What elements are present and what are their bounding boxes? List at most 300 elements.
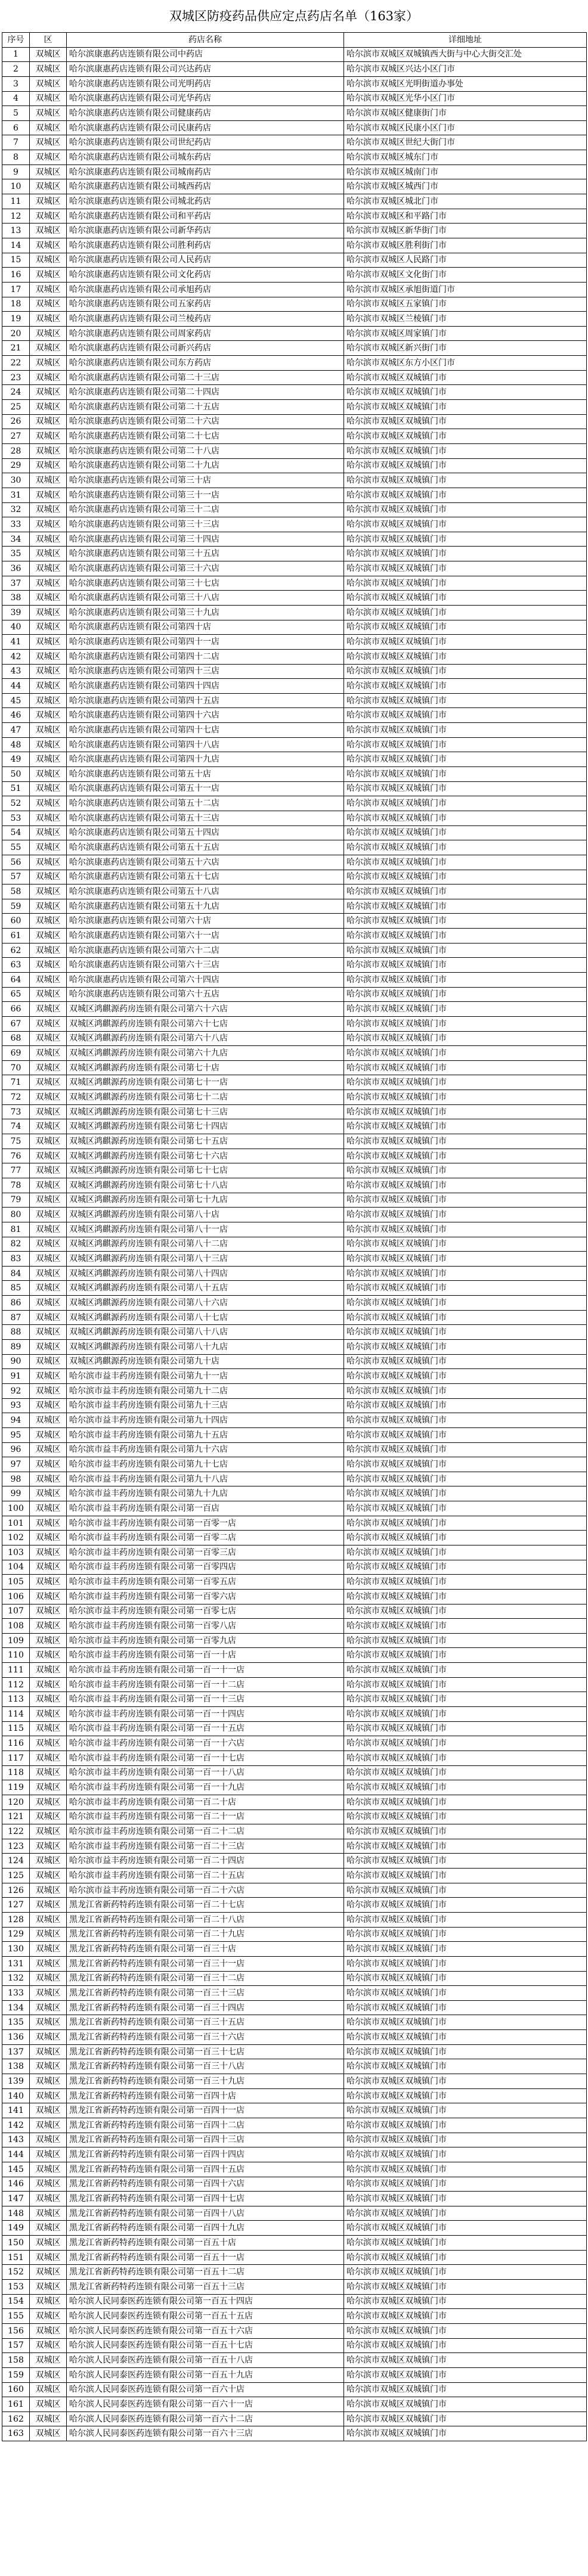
cell-index: 48 [2,737,30,752]
table-row [2,238,587,253]
cell-index: 145 [2,2162,30,2177]
cell-district: 双城区 [30,1839,67,1854]
cell-index: 160 [2,2382,30,2397]
cell-address: 哈尔滨市双城区双城镇门市 [344,2309,587,2324]
cell-address: 哈尔滨市双城区双城镇门市 [344,1854,587,1869]
cell-district: 双城区 [30,1149,67,1163]
cell-address: 哈尔滨市双城区双城镇门市 [344,1119,587,1134]
cell-index: 149 [2,2221,30,2236]
cell-pharmacy-name: 哈尔滨康惠药店连锁有限公司第四十店 [67,620,344,635]
cell-index: 77 [2,1163,30,1178]
cell-pharmacy-name: 双城区鸿麒源药房连锁有限公司第八十三店 [67,1252,344,1267]
table-row [2,693,587,708]
cell-district: 双城区 [30,135,67,150]
table-row [2,1633,587,1648]
cell-address: 哈尔滨市双城区双城镇门市 [344,781,587,796]
cell-index: 128 [2,1913,30,1928]
cell-pharmacy-name: 哈尔滨市益丰药房连锁有限公司第一百零八店 [67,1619,344,1634]
table-row [2,1942,587,1957]
cell-index: 106 [2,1589,30,1604]
cell-index: 40 [2,620,30,635]
cell-index: 6 [2,120,30,135]
cell-pharmacy-name: 双城区鸿麒源药房连锁有限公司第六十七店 [67,1016,344,1031]
table-row [2,1163,587,1178]
cell-pharmacy-name: 黑龙江省新药特药连锁有限公司第一百四十七店 [67,2192,344,2206]
cell-address: 哈尔滨市双城区双城镇门市 [344,1383,587,1398]
cell-index: 43 [2,664,30,679]
table-row [2,958,587,973]
cell-district: 双城区 [30,767,67,782]
cell-district: 双城区 [30,2133,67,2147]
cell-pharmacy-name: 黑龙江省新药特药连锁有限公司第一百三十四店 [67,2000,344,2015]
cell-district: 双城区 [30,781,67,796]
cell-index: 122 [2,1824,30,1839]
table-row [2,1340,587,1355]
table-row [2,1589,587,1604]
cell-index: 18 [2,297,30,312]
cell-index: 93 [2,1398,30,1413]
cell-district: 双城区 [30,2411,67,2426]
cell-district: 双城区 [30,2000,67,2015]
cell-address: 哈尔滨市双城区双城镇门市 [344,796,587,811]
cell-index: 91 [2,1369,30,1384]
cell-address: 哈尔滨市双城区双城镇门市 [344,2353,587,2368]
cell-address: 哈尔滨市双城区双城镇门市 [344,2103,587,2118]
cell-index: 45 [2,693,30,708]
cell-address: 哈尔滨市双城区双城镇门市 [344,1252,587,1267]
cell-address: 哈尔滨市双城区城南门市 [344,165,587,179]
cell-index: 112 [2,1677,30,1692]
table-row [2,2367,587,2382]
cell-index: 22 [2,356,30,371]
table-row [2,1604,587,1619]
table-row [2,1883,587,1898]
cell-index: 20 [2,326,30,341]
cell-index: 75 [2,1134,30,1149]
cell-index: 147 [2,2192,30,2206]
cell-pharmacy-name: 双城区鸿麒源药房连锁有限公司第七十九店 [67,1193,344,1208]
table-row [2,1383,587,1398]
cell-district: 双城区 [30,1104,67,1119]
cell-district: 双城区 [30,458,67,473]
table-row [2,561,587,576]
cell-address: 哈尔滨市双城区周家镇门市 [344,326,587,341]
cell-address: 哈尔滨市双城区城西门市 [344,179,587,194]
cell-address: 哈尔滨市双城区双城镇门市 [344,811,587,825]
cell-pharmacy-name: 哈尔滨康惠药店连锁有限公司第五十二店 [67,796,344,811]
cell-pharmacy-name: 双城区鸿麒源药房连锁有限公司第八十九店 [67,1340,344,1355]
cell-index: 146 [2,2177,30,2192]
cell-index: 51 [2,781,30,796]
cell-index: 41 [2,635,30,650]
cell-address: 哈尔滨市双城区双城镇门市 [344,1442,587,1457]
table-row [2,1252,587,1267]
cell-district: 双城区 [30,943,67,958]
table-row [2,1795,587,1810]
cell-district: 双城区 [30,1575,67,1590]
table-row [2,1046,587,1061]
table-row [2,2250,587,2265]
cell-pharmacy-name: 哈尔滨康惠药店连锁有限公司第二十四店 [67,385,344,400]
cell-index: 90 [2,1354,30,1369]
cell-index: 28 [2,443,30,458]
cell-pharmacy-name: 双城区鸿麒源药房连锁有限公司第七十三店 [67,1104,344,1119]
table-row [2,1266,587,1281]
cell-pharmacy-name: 双城区鸿麒源药房连锁有限公司第九十店 [67,1354,344,1369]
cell-address: 哈尔滨市双城区城北门市 [344,194,587,209]
cell-address: 哈尔滨市双城区双城镇门市 [344,870,587,884]
cell-pharmacy-name: 黑龙江省新药特药连锁有限公司第一百四十三店 [67,2133,344,2147]
cell-pharmacy-name: 哈尔滨康惠药店连锁有限公司第三十四店 [67,532,344,547]
cell-address: 哈尔滨市双城区双城镇门市 [344,1824,587,1839]
cell-pharmacy-name: 哈尔滨康惠药店连锁有限公司第二十九店 [67,458,344,473]
cell-index: 159 [2,2367,30,2382]
table-row [2,414,587,429]
table-row [2,1296,587,1311]
table-row [2,1031,587,1046]
cell-address: 哈尔滨市双城区双城镇门市 [344,752,587,767]
cell-address: 哈尔滨市双城区双城镇门市 [344,693,587,708]
cell-address: 哈尔滨市双城区双城镇门市 [344,1986,587,2001]
cell-index: 89 [2,1340,30,1355]
cell-pharmacy-name: 双城区鸿麒源药房连锁有限公司第六十六店 [67,1002,344,1017]
cell-index: 62 [2,943,30,958]
cell-address: 哈尔滨市双城区双城镇门市 [344,2338,587,2353]
table-row [2,1442,587,1457]
cell-district: 双城区 [30,179,67,194]
cell-address: 哈尔滨市双城区双城镇门市 [344,429,587,444]
cell-district: 双城区 [30,649,67,664]
cell-address: 哈尔滨市双城区双城镇门市 [344,1031,587,1046]
cell-pharmacy-name: 哈尔滨市益丰药房连锁有限公司第一百一十店 [67,1648,344,1663]
cell-pharmacy-name: 黑龙江省新药特药连锁有限公司第一百五十店 [67,2236,344,2251]
table-row [2,2133,587,2147]
cell-address: 哈尔滨市双城区双城镇门市 [344,1134,587,1149]
cell-pharmacy-name: 双城区鸿麒源药房连锁有限公司第八十八店 [67,1325,344,1340]
cell-pharmacy-name: 哈尔滨市益丰药房连锁有限公司第一百零六店 [67,1589,344,1604]
cell-district: 双城区 [30,1663,67,1678]
cell-index: 3 [2,76,30,91]
table-row [2,781,587,796]
cell-index: 13 [2,224,30,238]
table-row [2,1560,587,1575]
cell-pharmacy-name: 哈尔滨康惠药店连锁有限公司城南药店 [67,165,344,179]
table-row [2,1354,587,1369]
cell-index: 78 [2,1178,30,1193]
cell-district: 双城区 [30,2236,67,2251]
table-row [2,1104,587,1119]
cell-address: 哈尔滨市双城区双城镇门市 [344,2118,587,2133]
table-row [2,1325,587,1340]
cell-address: 哈尔滨市双城区双城镇门市 [344,2411,587,2426]
cell-district: 双城区 [30,2030,67,2045]
table-row [2,1648,587,1663]
cell-address: 哈尔滨市双城区双城镇门市 [344,1340,587,1355]
cell-district: 双城区 [30,1222,67,1237]
table-row [2,679,587,694]
cell-district: 双城区 [30,1531,67,1545]
table-row [2,1060,587,1075]
cell-district: 双城区 [30,473,67,488]
table-row [2,2206,587,2221]
cell-address: 哈尔滨市双城区双城镇门市 [344,1663,587,1678]
cell-index: 99 [2,1486,30,1501]
cell-pharmacy-name: 哈尔滨康惠药店连锁有限公司胜利药店 [67,238,344,253]
cell-address: 哈尔滨市双城区双城镇门市 [344,561,587,576]
table-row [2,1956,587,1971]
cell-address: 哈尔滨市双城区双城镇门市 [344,1222,587,1237]
cell-pharmacy-name: 黑龙江省新药特药连锁有限公司第一百二十九店 [67,1927,344,1942]
table-row [2,737,587,752]
cell-district: 双城区 [30,1442,67,1457]
cell-pharmacy-name: 哈尔滨康惠药店连锁有限公司新华药店 [67,224,344,238]
cell-address: 哈尔滨市双城区双城镇门市 [344,1516,587,1531]
cell-pharmacy-name: 哈尔滨康惠药店连锁有限公司第六十二店 [67,943,344,958]
cell-address: 哈尔滨市双城区双城镇门市 [344,1751,587,1765]
cell-index: 29 [2,458,30,473]
cell-district: 双城区 [30,884,67,899]
cell-index: 140 [2,2088,30,2103]
table-row [2,2265,587,2280]
cell-address: 哈尔滨市双城区双城镇门市 [344,1354,587,1369]
table-row [2,1619,587,1634]
cell-pharmacy-name: 哈尔滨市益丰药房连锁有限公司第一百零四店 [67,1560,344,1575]
table-row [2,2000,587,2015]
cell-index: 26 [2,414,30,429]
cell-pharmacy-name: 哈尔滨市益丰药房连锁有限公司第一百二十三店 [67,1839,344,1854]
cell-district: 双城区 [30,1486,67,1501]
table-row [2,1663,587,1678]
cell-index: 30 [2,473,30,488]
cell-address: 哈尔滨市双城区双城镇门市 [344,943,587,958]
cell-pharmacy-name: 黑龙江省新药特药连锁有限公司第一百三十七店 [67,2044,344,2059]
cell-pharmacy-name: 哈尔滨市益丰药房连锁有限公司第一百一十九店 [67,1780,344,1795]
cell-district: 双城区 [30,1163,67,1178]
cell-address: 哈尔滨市双城区世纪大街门市 [344,135,587,150]
table-row [2,209,587,224]
table-row [2,973,587,988]
cell-district: 双城区 [30,1721,67,1736]
cell-pharmacy-name: 哈尔滨康惠药店连锁有限公司第三十五店 [67,547,344,561]
cell-address: 哈尔滨市双城区双城镇门市 [344,517,587,532]
cell-pharmacy-name: 双城区鸿麒源药房连锁有限公司第七十六店 [67,1149,344,1163]
cell-pharmacy-name: 哈尔滨市益丰药房连锁有限公司第一百二十五店 [67,1869,344,1883]
cell-pharmacy-name: 双城区鸿麒源药房连锁有限公司第七十七店 [67,1163,344,1178]
cell-pharmacy-name: 哈尔滨康惠药店连锁有限公司第三十一店 [67,488,344,502]
table-row [2,1854,587,1869]
cell-pharmacy-name: 哈尔滨康惠药店连锁有限公司第三十九店 [67,605,344,620]
cell-index: 123 [2,1839,30,1854]
cell-address: 哈尔滨市双城区双城镇门市 [344,414,587,429]
cell-index: 79 [2,1193,30,1208]
cell-district: 双城区 [30,1208,67,1222]
cell-district: 双城区 [30,1383,67,1398]
cell-pharmacy-name: 哈尔滨市益丰药房连锁有限公司第一百一十七店 [67,1751,344,1765]
cell-pharmacy-name: 哈尔滨市益丰药房连锁有限公司第一百一十二店 [67,1677,344,1692]
cell-district: 双城区 [30,2367,67,2382]
cell-address: 哈尔滨市双城区双城镇门市 [344,914,587,929]
cell-pharmacy-name: 哈尔滨康惠药店连锁有限公司光明药店 [67,76,344,91]
cell-district: 双城区 [30,1472,67,1486]
cell-pharmacy-name: 哈尔滨人民同泰医药连锁有限公司第一百五十六店 [67,2323,344,2338]
table-row [2,899,587,914]
cell-pharmacy-name: 黑龙江省新药特药连锁有限公司第一百四十九店 [67,2221,344,2236]
cell-index: 85 [2,1281,30,1296]
cell-index: 134 [2,2000,30,2015]
cell-address: 哈尔滨市双城区兴达小区门市 [344,62,587,77]
cell-address: 哈尔滨市双城区双城镇门市 [344,737,587,752]
table-row [2,576,587,591]
cell-district: 双城区 [30,282,67,297]
cell-pharmacy-name: 黑龙江省新药特药连锁有限公司第一百三十二店 [67,1971,344,1986]
cell-index: 5 [2,106,30,121]
cell-address: 哈尔滨市双城区双城镇门市 [344,400,587,415]
cell-pharmacy-name: 哈尔滨康惠药店连锁有限公司第三十三店 [67,517,344,532]
cell-address: 哈尔滨市双城区双城镇门市 [344,1560,587,1575]
cell-pharmacy-name: 哈尔滨市益丰药房连锁有限公司第一百二十一店 [67,1810,344,1824]
cell-address: 哈尔滨市双城区双城镇门市 [344,2367,587,2382]
cell-index: 126 [2,1883,30,1898]
table-row [2,268,587,283]
table-body [2,47,587,2441]
cell-district: 双城区 [30,576,67,591]
table-row [2,547,587,561]
cell-district: 双城区 [30,1252,67,1267]
cell-index: 152 [2,2265,30,2280]
cell-pharmacy-name: 哈尔滨康惠药店连锁有限公司第四十四店 [67,679,344,694]
cell-index: 157 [2,2338,30,2353]
cell-index: 46 [2,708,30,723]
table-row [2,987,587,1002]
cell-district: 双城区 [30,2382,67,2397]
cell-pharmacy-name: 哈尔滨康惠药店连锁有限公司第四十七店 [67,723,344,738]
cell-district: 双城区 [30,91,67,106]
table-row [2,2015,587,2030]
cell-pharmacy-name: 哈尔滨市益丰药房连锁有限公司第一百一十五店 [67,1721,344,1736]
table-row [2,1369,587,1384]
cell-index: 59 [2,899,30,914]
table-row [2,1310,587,1325]
table-row [2,1016,587,1031]
table-row [2,502,587,517]
cell-address: 哈尔滨市双城区双城镇门市 [344,1457,587,1472]
cell-pharmacy-name: 哈尔滨康惠药店连锁有限公司城西药店 [67,179,344,194]
pharmacy-table [2,32,587,2441]
cell-address: 哈尔滨市双城区双城镇门市 [344,458,587,473]
cell-address: 哈尔滨市双城区双城镇门市 [344,1883,587,1898]
cell-district: 双城区 [30,1545,67,1560]
table-row [2,47,587,62]
cell-index: 100 [2,1501,30,1516]
cell-address: 哈尔滨市双城区双城镇门市 [344,605,587,620]
cell-pharmacy-name: 哈尔滨康惠药店连锁有限公司第六十四店 [67,973,344,988]
table-row [2,1780,587,1795]
cell-pharmacy-name: 哈尔滨康惠药店连锁有限公司人民药店 [67,253,344,268]
cell-district: 双城区 [30,62,67,77]
cell-district: 双城区 [30,796,67,811]
cell-address: 哈尔滨市双城区双城镇门市 [344,2280,587,2295]
cell-index: 63 [2,958,30,973]
cell-pharmacy-name: 黑龙江省新药特药连锁有限公司第一百四十四店 [67,2147,344,2162]
table-row [2,2162,587,2177]
cell-district: 双城区 [30,1119,67,1134]
cell-district: 双城区 [30,2323,67,2338]
cell-address: 哈尔滨市双城区双城镇门市 [344,2000,587,2015]
cell-pharmacy-name: 哈尔滨康惠药店连锁有限公司第四十九店 [67,752,344,767]
cell-address: 哈尔滨市双城区双城镇门市 [344,1736,587,1751]
cell-address: 哈尔滨市双城区双城镇门市 [344,1677,587,1692]
cell-index: 139 [2,2074,30,2089]
cell-index: 156 [2,2323,30,2338]
cell-index: 138 [2,2059,30,2074]
cell-district: 双城区 [30,1516,67,1531]
cell-address: 哈尔滨市双城区双城镇门市 [344,1575,587,1590]
cell-pharmacy-name: 黑龙江省新药特药连锁有限公司第一百四十五店 [67,2162,344,2177]
cell-index: 82 [2,1237,30,1252]
cell-pharmacy-name: 哈尔滨康惠药店连锁有限公司第五十六店 [67,855,344,870]
cell-address: 哈尔滨市双城区双城镇门市 [344,1281,587,1296]
table-row [2,1457,587,1472]
table-row [2,1486,587,1501]
cell-district: 双城区 [30,1369,67,1384]
table-row [2,1736,587,1751]
table-row [2,708,587,723]
cell-pharmacy-name: 哈尔滨市益丰药房连锁有限公司第一百零七店 [67,1604,344,1619]
table-row [2,1692,587,1707]
cell-pharmacy-name: 哈尔滨康惠药店连锁有限公司第三十二店 [67,502,344,517]
cell-address: 哈尔滨市双城区双城镇门市 [344,2397,587,2412]
cell-address: 哈尔滨市双城区双城镇门市 [344,370,587,385]
cell-district: 双城区 [30,2338,67,2353]
cell-index: 64 [2,973,30,988]
cell-district: 双城区 [30,268,67,283]
cell-district: 双城区 [30,2044,67,2059]
cell-pharmacy-name: 黑龙江省新药特药连锁有限公司第一百三十店 [67,1942,344,1957]
table-row [2,2382,587,2397]
cell-index: 52 [2,796,30,811]
cell-address: 哈尔滨市双城区双城镇门市 [344,1060,587,1075]
document-title: 双城区防疫药品供应定点药店名单（163家） [169,9,419,23]
cell-district: 双城区 [30,253,67,268]
cell-pharmacy-name: 哈尔滨康惠药店连锁有限公司兰棱药店 [67,312,344,327]
cell-district: 双城区 [30,1398,67,1413]
cell-index: 86 [2,1296,30,1311]
cell-address: 哈尔滨市双城区双城镇门市 [344,2250,587,2265]
cell-index: 68 [2,1031,30,1046]
table-row [2,855,587,870]
cell-index: 14 [2,238,30,253]
table-row [2,1824,587,1839]
cell-address: 哈尔滨市双城区双城镇门市 [344,899,587,914]
cell-pharmacy-name: 黑龙江省新药特药连锁有限公司第一百三十六店 [67,2030,344,2045]
cell-address: 哈尔滨市双城区双城镇门市 [344,987,587,1002]
cell-index: 53 [2,811,30,825]
table-row [2,1707,587,1722]
cell-district: 双城区 [30,2280,67,2295]
table-row [2,1427,587,1442]
cell-address: 哈尔滨市双城区双城镇门市 [344,1648,587,1663]
table-row [2,884,587,899]
cell-district: 双城区 [30,752,67,767]
cell-pharmacy-name: 哈尔滨康惠药店连锁有限公司健康药店 [67,106,344,121]
table-row [2,1149,587,1163]
cell-pharmacy-name: 哈尔滨市益丰药房连锁有限公司第九十八店 [67,1472,344,1486]
cell-pharmacy-name: 哈尔滨康惠药店连锁有限公司第四十三店 [67,664,344,679]
table-row [2,2323,587,2338]
cell-pharmacy-name: 双城区鸿麒源药房连锁有限公司第六十八店 [67,1031,344,1046]
cell-pharmacy-name: 哈尔滨康惠药店连锁有限公司第五十八店 [67,884,344,899]
table-row [2,1898,587,1913]
